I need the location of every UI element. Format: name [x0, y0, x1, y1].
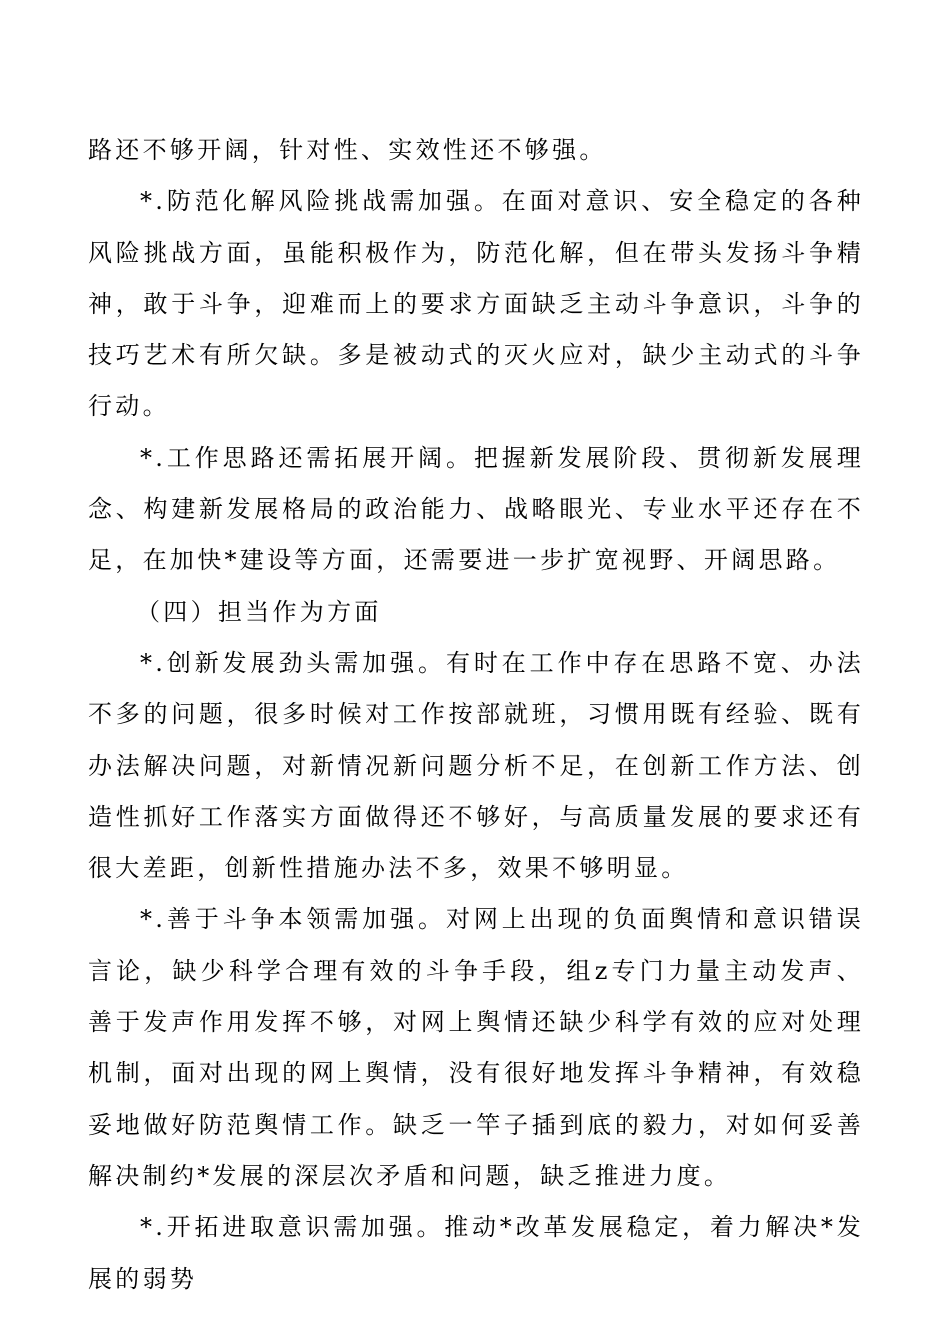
paragraph-risk-challenges: *.防范化解风险挑战需加强。在面对意识、安全稳定的各种风险挑战方面，虽能积极作为，防范化解，但在带头发扬斗争精神，敢于斗争，迎难而上的要求方面缺乏主动斗争意识，斗争的技巧艺术有所欠缺。多是被动式的灭火应对，缺少主动式的斗争行动。 [88, 187, 864, 421]
paragraph-work-thinking: *.工作思路还需拓展开阔。把握新发展阶段、贯彻新发展理念、构建新发展格局的政治能力、战略眼光、专业水平还存在不足，在加快*建设等方面，还需要进一步扩宽视野、开阔思路。 [88, 443, 864, 575]
paragraph-continuation: 路还不够开阔，针对性、实效性还不够强。 [88, 136, 607, 164]
document-page [88, 125, 864, 1305]
paragraph-innovation: *.创新发展劲头需加强。有时在工作中存在思路不宽、办法不多的问题，很多时候对工作按部就班，习惯用既有经验、既有办法解决问题，对新情况新问题分析不足，在创新工作方法、创造性抓好工作落实方面做得还不够好，与高质量发展的要求还有很大差距，创新性措施办法不多，效果不够明显。 [88, 648, 864, 883]
paragraph-struggle-skills: *.善于斗争本领需加强。对网上出现的负面舆情和意识错误言论，缺少科学合理有效的斗争手段，组z专门力量主动发声、善于发声作用发挥不够，对网上舆情还缺少科学有效的应对处理机制，面对出现的网上舆情，没有很好地发挥斗争精神，有效稳妥地做好防范舆情工作。缺乏一竿子插到底的毅力，对如何妥善解决制约*发展的深层次矛盾和问题，缺乏推进力度。 [88, 905, 864, 1190]
section-heading: （四）担当作为方面 [136, 597, 382, 626]
paragraph-pioneering: *.开拓进取意识需加强。推动*改革发展稳定，着力解决*发展的弱势 [88, 1213, 864, 1293]
